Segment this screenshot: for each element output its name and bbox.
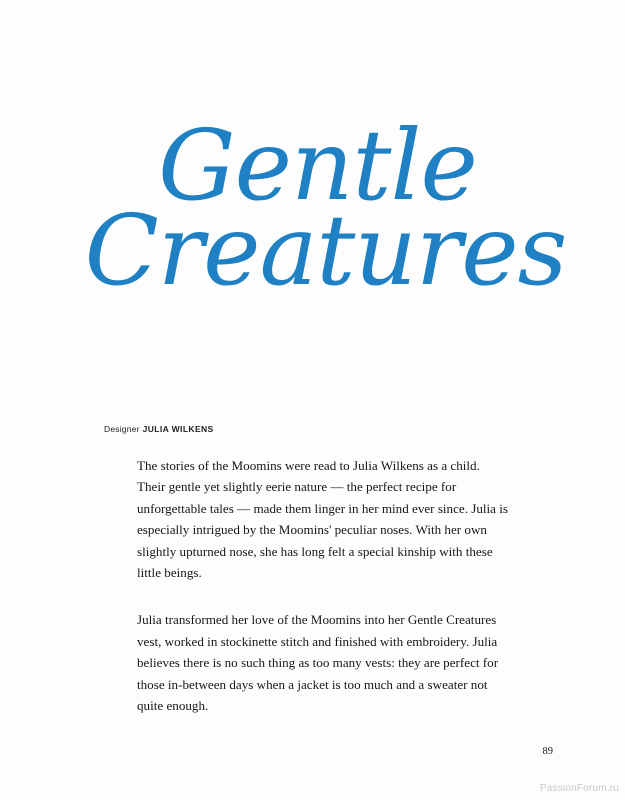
page-number: 89 bbox=[542, 746, 553, 757]
article-paragraph: Julia transformed her love of the Moomins into her Gentle Creatures vest, worked in stockinette stitch and finished with embroidery. Julia believes there is no such thing as too many vests: they are perfect for those in-between days when a jacket is too much and a sweater not quite enough. bbox=[137, 612, 499, 714]
designer-credit-name: JULIA WILKENS bbox=[142, 424, 214, 434]
page-title-line-2: Creatures bbox=[84, 194, 567, 308]
page-title bbox=[0, 109, 625, 308]
designer-credit bbox=[104, 424, 214, 434]
article-body bbox=[137, 455, 511, 716]
designer-credit-label: Designer bbox=[104, 424, 140, 434]
article-paragraph: The stories of the Moomins were read to Julia Wilkens as a child. Their gentle yet slightly eerie nature — the perfect recipe for unforgettable tales — made them linger in her mind ever since. Julia is especially intrigued by the Moomins' peculiar noses. With her own slightly upturned nose, she has long felt a special kinship with these little beings. bbox=[137, 458, 509, 581]
page-title-line-1: Gentle bbox=[158, 109, 477, 222]
watermark: PassionForum.ru bbox=[539, 783, 619, 794]
